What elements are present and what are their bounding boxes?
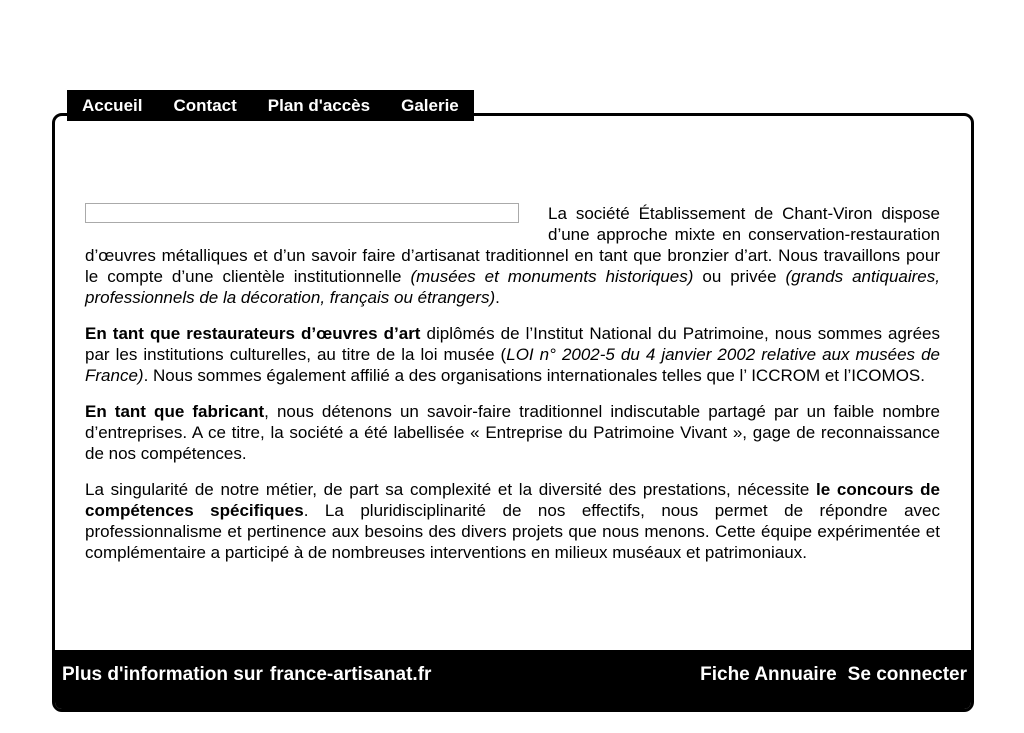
intro-text-2: ou privée: [693, 267, 786, 286]
intro-italic-1: (musées et monuments historiques): [410, 267, 694, 286]
paragraph-fabricant: [85, 401, 940, 464]
footer-info: [62, 664, 431, 686]
nav-plan-acces[interactable]: Plan d'accès: [267, 95, 371, 115]
nav-galerie[interactable]: Galerie: [401, 95, 459, 115]
fabricant-text: , nous détenons un savoir-faire traditionnel indiscutable partagé par un faible nombre d’entreprises. A ce titre, la société a été labellisée « Entreprise du Patrimoine Vivant », gage de reconnaissance de nos compétences.: [85, 402, 940, 463]
singularite-text-2: . La pluridisciplinarité de nos effectifs, nous permet de répondre avec professionnalisme et pertinence aux besoins des divers projets que nous menons. Cette équipe expérimentée et complémentaire a participé à de nombreuses interventions en milieux muséaux et patrimoniaux.: [85, 501, 940, 562]
paragraph-restaurateurs: [85, 323, 940, 386]
main-content: [85, 203, 940, 578]
restaurateurs-heading: En tant que restaurateurs d’œuvres d’art: [85, 324, 421, 343]
intro-text-3: .: [495, 288, 500, 307]
singularite-text: La singularité de notre métier, de part sa complexité et la diversité des prestations, nécessite: [85, 480, 817, 499]
intro-text: La société Établissement de Chant-Viron dispose d’une approche mixte en conservation-restauration d’œuvres métalliques et d’un savoir faire d’artisanat traditionnel en tant que bronzier d’art. Nous travaillons pour le compte d’une clientèle institutionnelle: [85, 204, 940, 286]
singularite-bold: le concours de compétences spécifiques: [85, 480, 940, 520]
intro-italic-2: (grands antiquaires, professionnels de la décoration, français ou étrangers): [85, 267, 940, 307]
footer: [55, 650, 971, 709]
restaurateurs-law: LOI n° 2002-5 du 4 janvier 2002 relative aux musées de France): [85, 345, 940, 385]
main-nav: [67, 90, 474, 121]
content-frame: [52, 113, 974, 712]
image-placeholder: [85, 203, 519, 223]
se-connecter-link[interactable]: Se connecter: [847, 664, 967, 685]
france-artisanat-link[interactable]: france-artisanat.fr: [269, 664, 432, 685]
paragraph-intro: [85, 203, 940, 308]
restaurateurs-text: diplômés de l’Institut National du Patrimoine, nous sommes agrées par les institutions culturelles, au titre de la loi musée (: [85, 324, 940, 364]
footer-links: [700, 664, 967, 686]
nav-contact[interactable]: Contact: [173, 95, 237, 115]
restaurateurs-text-2: . Nous sommes également affilié a des organisations internationales telles que l’ ICCROM et l’ICOMOS.: [143, 366, 925, 385]
nav-accueil[interactable]: Accueil: [82, 95, 143, 115]
paragraph-singularite: [85, 479, 940, 563]
fiche-annuaire-link[interactable]: Fiche Annuaire: [700, 664, 837, 685]
footer-info-label: Plus d'information sur: [62, 664, 263, 685]
fabricant-heading: En tant que fabricant: [85, 402, 265, 421]
